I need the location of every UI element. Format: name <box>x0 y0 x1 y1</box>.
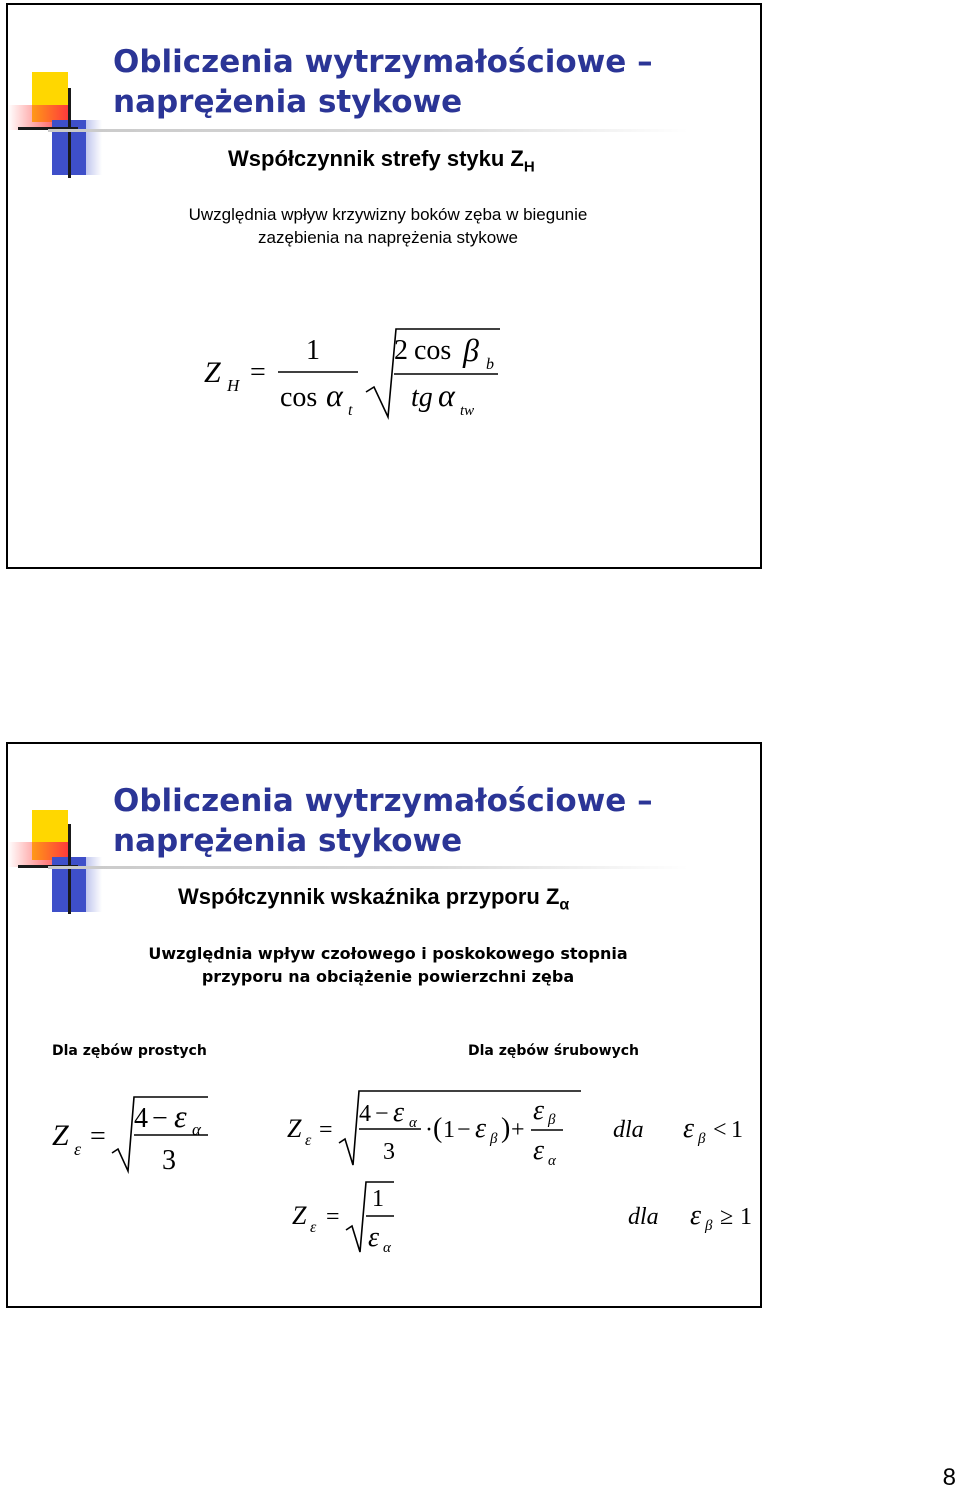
plus-sign: + <box>511 1117 525 1143</box>
formula-z-subscript: ε <box>305 1132 312 1149</box>
slide-title-line2: naprężenia stykowe <box>113 84 463 120</box>
label-straight-teeth: Dla zębów prostych <box>52 1043 207 1059</box>
condition-beta: β <box>698 1131 706 1147</box>
slide-subtitle <box>178 884 569 914</box>
frac2-den-epsilon: ε <box>533 1135 545 1166</box>
numerator-four: 4 <box>359 1101 371 1127</box>
numerator-minus: − <box>152 1103 168 1134</box>
formula-z: Z <box>52 1119 69 1152</box>
fraction2-tg: tg <box>411 382 433 413</box>
condition-epsilon: ε <box>690 1200 702 1231</box>
numerator-epsilon: ε <box>174 1098 187 1134</box>
slide-description <box>108 203 668 249</box>
formula-z: Z <box>292 1201 307 1230</box>
slide-description <box>88 942 688 988</box>
subtitle-subscript: H <box>523 158 535 176</box>
formula-straight <box>48 1089 223 1179</box>
right-paren: ) <box>501 1113 511 1144</box>
formula-z: Z <box>204 356 221 389</box>
formula-helical-2 <box>288 1174 758 1259</box>
denominator-three: 3 <box>162 1145 176 1176</box>
formula-z-subscript: ε <box>310 1219 317 1236</box>
fraction2-cos: cos <box>414 335 452 366</box>
slide-1 <box>6 3 762 569</box>
paren-one: 1 <box>443 1117 455 1143</box>
formula-helical-1 <box>283 1079 753 1174</box>
title-divider <box>48 129 688 132</box>
denominator-epsilon: ε <box>368 1222 380 1253</box>
condition-dla: dla <box>613 1117 644 1143</box>
numerator-minus: − <box>375 1101 389 1127</box>
frac2-num-epsilon: ε <box>533 1095 545 1126</box>
fraction1-numerator: 1 <box>306 335 320 366</box>
numerator-four: 4 <box>134 1103 148 1134</box>
formula-z-subscript: H <box>227 376 240 395</box>
formula-zh <box>198 317 518 427</box>
slide-2 <box>6 742 762 1308</box>
label-helical-teeth: Dla zębów śrubowych <box>468 1043 640 1059</box>
title-divider <box>48 866 688 869</box>
numerator-one: 1 <box>372 1186 384 1212</box>
multiply-dot: · <box>425 1117 433 1143</box>
description-line1: Uwzględnia wpływ krzywizny boków zęba w biegunie <box>188 205 588 224</box>
slide-title-line1: Obliczenia wytrzymałościowe – <box>113 44 653 80</box>
fraction1-alpha: α <box>326 377 343 413</box>
condition-epsilon: ε <box>683 1113 695 1144</box>
paren-minus: − <box>457 1117 471 1143</box>
formula-z-subscript: ε <box>74 1139 82 1159</box>
fraction2-subscript: tw <box>460 403 475 419</box>
condition-dla: dla <box>628 1204 659 1230</box>
fraction2-beta: β <box>463 332 479 368</box>
numerator-epsilon: ε <box>393 1097 405 1128</box>
slide-logo-icon <box>8 744 108 924</box>
fraction1-subscript: t <box>348 402 353 419</box>
condition-one: 1 <box>740 1204 752 1230</box>
description-line2: przyporu na obciążenie powierzchni zęba <box>201 967 575 986</box>
slide-title-line2: naprężenia stykowe <box>113 823 463 859</box>
condition-one: 1 <box>731 1117 743 1143</box>
formula-equals: = <box>319 1117 333 1143</box>
condition-less-than: < <box>713 1117 727 1143</box>
subtitle-subscript: α <box>559 896 570 914</box>
formula-z: Z <box>287 1114 302 1143</box>
formula-equals: = <box>326 1204 340 1230</box>
left-paren: ( <box>433 1113 443 1144</box>
subtitle-text: Współczynnik strefy styku Z <box>228 146 524 171</box>
denominator-alpha: α <box>383 1240 391 1256</box>
frac2-num-beta: β <box>548 1112 556 1128</box>
fraction1-cos: cos <box>280 382 318 413</box>
condition-greater-equal: ≥ <box>720 1204 734 1230</box>
slide-title <box>113 781 653 861</box>
formula-equals: = <box>250 357 266 388</box>
slide-subtitle <box>228 146 535 175</box>
fraction2-coefficient: 2 <box>394 335 408 366</box>
paren-beta: β <box>490 1131 498 1147</box>
description-line2: zazębienia na naprężenia stykowe <box>258 228 518 247</box>
frac2-den-alpha: α <box>548 1153 556 1169</box>
formula-equals: = <box>90 1121 106 1152</box>
condition-beta: β <box>705 1218 713 1234</box>
description-line1: Uwzględnia wpływ czołowego i poskokowego stopnia <box>148 944 628 963</box>
numerator-alpha: α <box>409 1115 417 1131</box>
numerator-alpha: α <box>192 1120 201 1139</box>
slide-title <box>113 42 653 122</box>
slide-logo-icon <box>8 5 108 185</box>
subtitle-text: Współczynnik wskaźnika przyporu Z <box>178 884 560 909</box>
page-number: 8 <box>942 1464 956 1491</box>
fraction2-beta-subscript: b <box>486 356 494 373</box>
slide-title-line1: Obliczenia wytrzymałościowe – <box>113 783 653 819</box>
denominator-three: 3 <box>383 1139 395 1165</box>
paren-epsilon: ε <box>475 1113 487 1144</box>
fraction2-alpha: α <box>438 377 455 413</box>
